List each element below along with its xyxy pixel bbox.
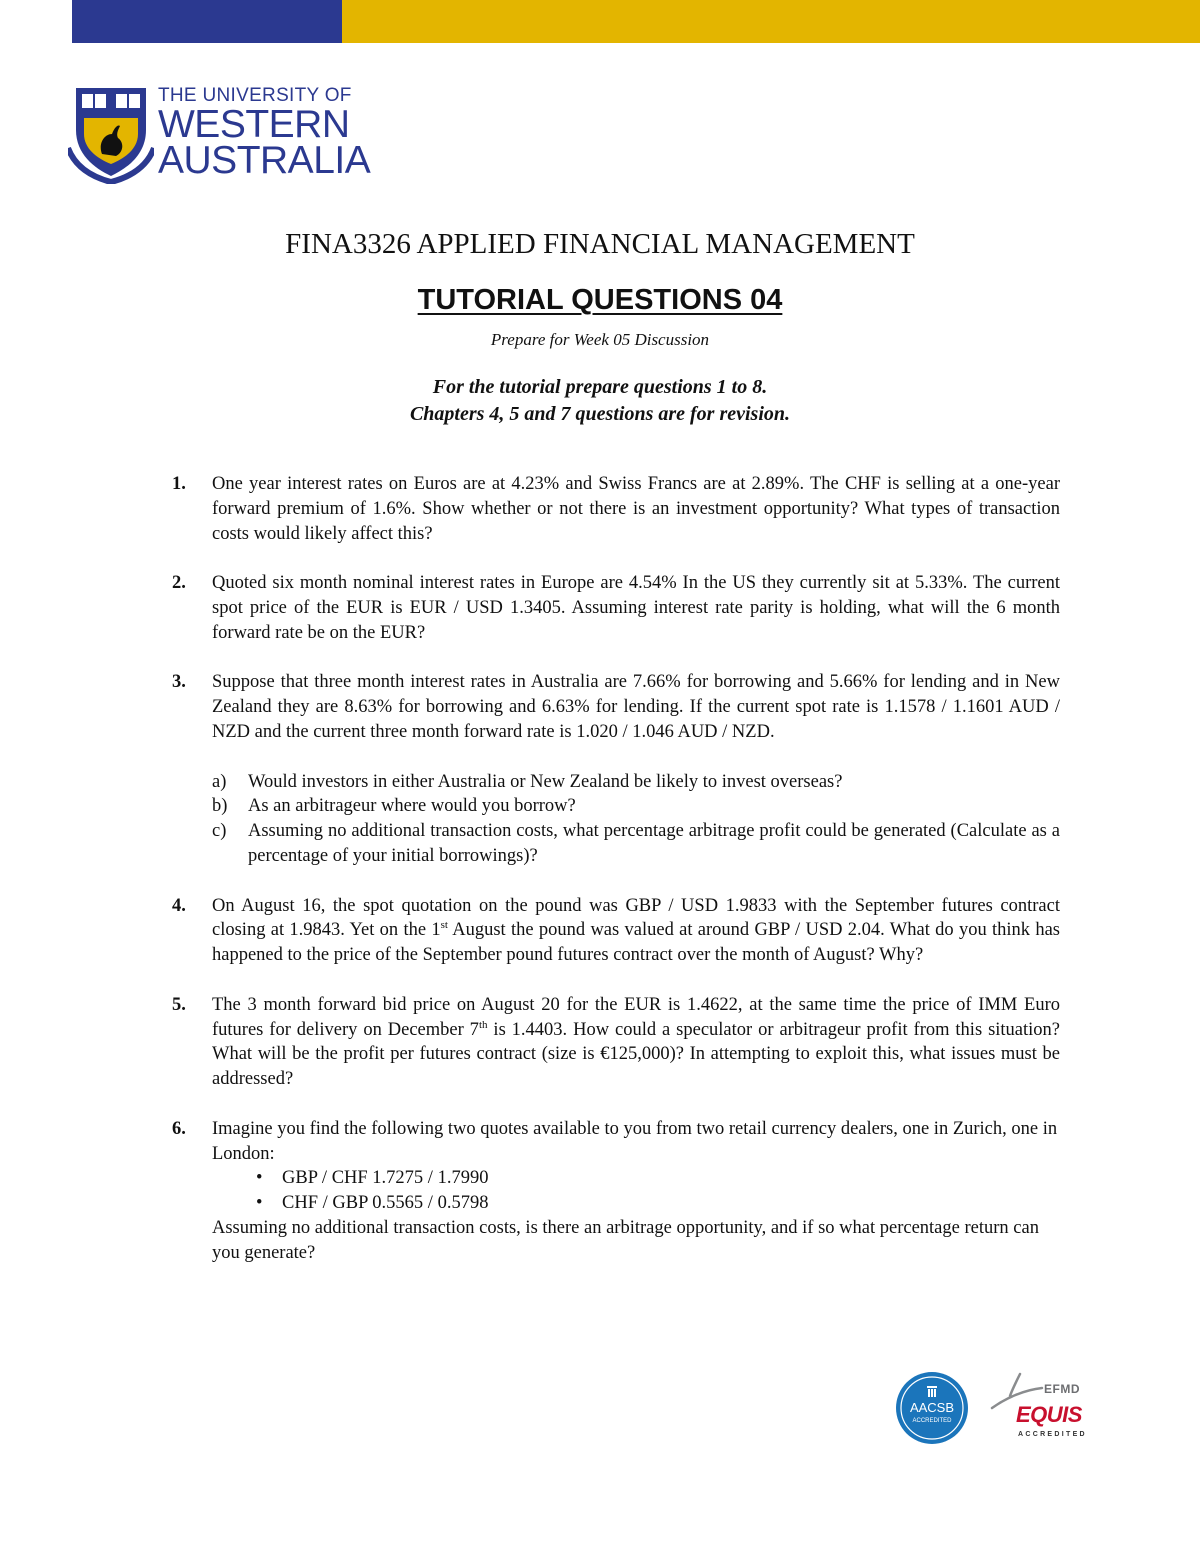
header-bar-gold — [342, 0, 1200, 43]
efmd-label: EFMD — [1044, 1382, 1080, 1396]
university-wordmark — [158, 85, 371, 182]
sub-question-label: a) — [212, 771, 227, 792]
question-text-intro: Imagine you find the following two quotes available to you from two retail currency dealers, one in Zurich, one in London: — [212, 1118, 1058, 1164]
question-number: 4. — [172, 895, 186, 916]
ordinal-suffix: th — [478, 1018, 488, 1031]
question-1 — [172, 472, 1060, 546]
sub-question-list — [212, 770, 1060, 869]
tutorial-instructions — [0, 374, 1200, 428]
quote-bullet: • GBP / CHF 1.7275 / 1.7990 — [212, 1166, 1060, 1191]
prepare-note: Prepare for Week 05 Discussion — [490, 330, 710, 349]
question-text: Suppose that three month interest rates in Australia are 7.66% for borrowing and 5.66% for lending and in New Zealand they are 8.63% for borrowing and 6.63% for lending. If the current spot rate is 1.1578 / 1.1601 AUD / NZD and the current three month forward rate is 1.020 / 1.046 AUD / NZD. — [212, 672, 1060, 742]
logo-line1: THE UNIVERSITY OF — [158, 85, 352, 106]
tutorial-title — [0, 284, 1200, 317]
question-text: One year interest rates on Euros are at 4.23% and Swiss Francs are at 2.89%. The CHF is selling at a one-year forward premium of 1.6%. Show whether or not there is an investment opportunity? What types of transaction costs would likely affect this? — [212, 474, 1060, 544]
sub-question-label: b) — [212, 796, 228, 817]
question-text — [212, 993, 1060, 1092]
question-text — [212, 894, 1060, 968]
uwa-crest-icon — [68, 84, 154, 184]
university-logo — [68, 84, 371, 184]
equis-label: EQUIS — [1016, 1402, 1082, 1427]
sub-question-a — [212, 770, 1060, 795]
sub-question-c — [212, 819, 1060, 869]
equis-accredited-label: ACCREDITED — [1018, 1431, 1087, 1438]
aacsb-sub-label: ACCREDITED — [912, 1418, 952, 1424]
question-number: 1. — [172, 474, 186, 494]
question-3 — [172, 670, 1060, 868]
question-2 — [172, 571, 1060, 645]
aacsb-label: AACSB — [909, 1400, 955, 1415]
instructions-line1: For the tutorial prepare questions 1 to 8. — [432, 376, 768, 398]
question-6 — [172, 1117, 1060, 1266]
question-4 — [172, 894, 1060, 968]
logo-line2: WESTERN — [158, 103, 350, 146]
sub-question-text: As an arbitrageur where would you borrow? — [248, 796, 576, 817]
equis-accreditation-logo — [990, 1370, 1090, 1442]
question-number: 2. — [172, 573, 186, 594]
question-number: 3. — [172, 672, 186, 693]
sub-question-text: Assuming no additional transaction costs, what percentage arbitrage profit could be generated (Calculate as a percentage of your initial borrowings)? — [248, 821, 1060, 866]
header-bar-blue — [72, 0, 342, 43]
question-number: 5. — [172, 994, 186, 1015]
question-text-part1: The 3 month forward bid price on August 20 for the EUR is 1.4622, at the same time the price of IMM Euro futures for delivery on December 7 — [212, 994, 1060, 1040]
course-title: FINA3326 APPLIED FINANCIAL MANAGEMENT — [285, 228, 915, 260]
question-text-part2: August the pound was valued at around GBP / USD 2.04. What do you think has happened to the price of the September pound futures contract over the month of August? Why? — [212, 920, 1060, 966]
question-list — [172, 472, 1060, 1290]
question-text-outro: Assuming no additional transaction costs, is there an arbitrage opportunity, and if so what percentage return can you generate? — [212, 1217, 1039, 1263]
sub-question-text: Would investors in either Australia or New Zealand be likely to invest overseas? — [248, 771, 843, 792]
question-text: Quoted six month nominal interest rates in Europe are 4.54% In the US they currently sit at 5.33%. The current spot price of the EUR is EUR / USD 1.3405. Assuming interest rate parity is holding, what will the 6 month forward rate be on the EUR? — [212, 573, 1060, 643]
tutorial-title-text: TUTORIAL QUESTIONS 04 — [417, 284, 783, 316]
sub-question-b — [212, 794, 1060, 819]
instructions-line2: Chapters 4, 5 and 7 questions are for revision. — [409, 403, 791, 425]
question-text-part1: On August 16, the spot quotation on the pound was GBP / USD 1.9833 with the September futures contract closing at 1.9843. Yet on the 1 — [212, 895, 1060, 941]
quote-bullet: • CHF / GBP 0.5565 / 0.5798 — [212, 1191, 1060, 1216]
sub-question-label: c) — [212, 821, 227, 842]
ordinal-suffix: st — [440, 919, 448, 932]
aacsb-seal-icon — [895, 1371, 969, 1445]
question-5 — [172, 993, 1060, 1092]
question-number: 6. — [172, 1118, 186, 1139]
logo-line3: AUSTRALIA — [158, 139, 371, 182]
question-text-part2: is 1.4403. How could a speculator or arbitrageur profit from this situation? What will be the profit per futures contract (size is €125,000)? In attempting to exploit this, what issues must be addressed? — [212, 1019, 1060, 1090]
quote-bullet-list — [212, 1166, 1060, 1216]
header-color-bar — [72, 0, 1200, 43]
